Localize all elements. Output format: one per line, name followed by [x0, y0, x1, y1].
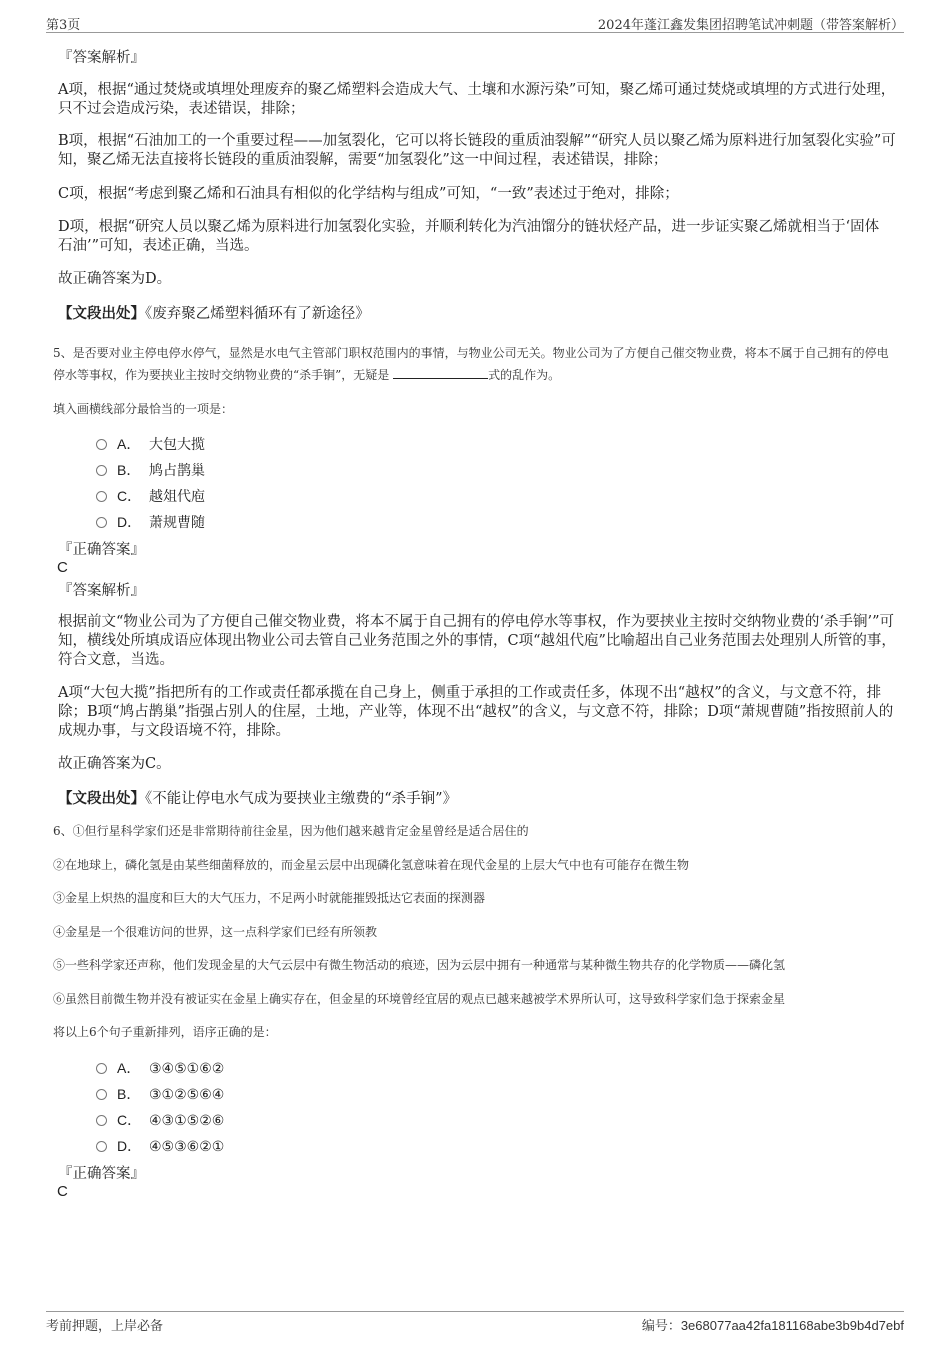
q5-option-a[interactable]: A． 大包大揽 [96, 435, 205, 453]
q4-source [58, 304, 370, 324]
q5-analysis-1: 根据前文“物业公司为了方便自己催交物业费，将本不属于自己拥有的停电停水等事权，作为要挟业主按时交纳物业费的‘杀手锏’”可知，横线处所填成语应体现出物业公司去管自己业务范围之外的事情，C项“越俎代庖”比喻超出自己业务范围去处理别人所管的事，符合文意，当选。 [58, 614, 896, 668]
q4-analysis-a: A项，根据“通过焚烧或填埋处理废弃的聚乙烯塑料会造成大气、土壤和水源污染”可知，聚乙烯可通过焚烧或填埋的方式进行处理，只不过会造成污染，表述错误，排除； [58, 82, 896, 117]
radio-icon[interactable] [96, 1089, 107, 1100]
radio-icon[interactable] [96, 439, 107, 450]
footer-slogan: 考前押题，上岸必备 [46, 1319, 164, 1334]
radio-icon[interactable] [96, 491, 107, 502]
q5-stem [53, 342, 898, 386]
q5-source-label: 【文段出处】 [58, 790, 145, 807]
q6-option-d[interactable]: D． ④⑤③⑥②① [96, 1137, 224, 1155]
q6-sentence-2: ②在地球上，磷化氢是由某些细菌释放的，而金星云层中出现磷化氢意味着在现代金星的上层大气中也有可能存在微生物 [53, 858, 690, 872]
q4-analysis-b: B项，根据“石油加工的一个重要过程——加氢裂化，它可以将长链段的重质油裂解”“研究人员以聚乙烯为原料进行加氢裂化实验”可知，聚乙烯无法直接将长链段的重质油裂解，需要“加氢裂化”这一中间过程，表述错误，排除； [58, 133, 896, 168]
q6-answer: C [57, 1183, 68, 1200]
q6-prompt: 将以上6个句子重新排列，语序正确的是： [53, 1025, 277, 1039]
q6-option-c[interactable]: C． ④③①⑤②⑥ [96, 1111, 224, 1129]
q6-option-a[interactable]: A． ③④⑤①⑥② [96, 1059, 224, 1077]
footer-serial [642, 1315, 904, 1334]
q6-sentence-4: ④金星是一个很难访问的世界，这一点科学家们已经有所领教 [53, 925, 378, 939]
q6-sentence-3: ③金星上炽热的温度和巨大的大气压力，不足两小时就能摧毁抵达它表面的探测器 [53, 891, 486, 905]
q6-sentence-1: 6、①但行星科学家们还是非常期待前往金星，因为他们越来越肯定金星曾经是适合居住的 [53, 824, 529, 838]
q5-option-d[interactable]: D． 萧规曹随 [96, 513, 205, 531]
q6-option-b[interactable]: B． ③①②⑤⑥④ [96, 1085, 224, 1103]
q6-answer-label: 『正确答案』 [58, 1166, 145, 1182]
q4-source-title: 《废弃聚乙烯塑料循环有了新途径》 [145, 306, 370, 322]
radio-icon[interactable] [96, 465, 107, 476]
q5-analysis-2: A项“大包大揽”指把所有的工作或责任都承揽在自己身上，侧重于承担的工作或责任多，体现不出“越权”的含义，与文意不符，排除；B项“鸠占鹊巢”指强占别人的住屋，土地，产业等，体现不出“越权”的含义，与文意不符，排除；D项“萧规曹随”指按照前人的成规办事，与文段语境不符，排除。 [58, 685, 894, 739]
radio-icon[interactable] [96, 517, 107, 528]
page-header [46, 14, 904, 33]
q5-answer: C [57, 559, 68, 576]
q6-sentence-5: ⑤一些科学家还声称，他们发现金星的大气云层中有微生物活动的痕迹，因为云层中拥有一种通常与某种微生物共存的化学物质——磷化氢 [53, 958, 786, 972]
q4-source-label: 【文段出处】 [58, 305, 145, 322]
q4-analysis-label: 『答案解析』 [58, 50, 145, 66]
q5-source-title: 《不能让停电水气成为要挟业主缴费的“杀手锏”》 [145, 791, 458, 807]
q5-analysis-label: 『答案解析』 [58, 583, 145, 599]
page-number: 第3页 [46, 18, 81, 33]
radio-icon[interactable] [96, 1141, 107, 1152]
q5-stem-text: 5、是否要对业主停电停水停气，显然是水电气主管部门职权范围内的事情，与物业公司无关。物业公司为了方便自己催交物业费，将本不属于自己拥有的停电停水等事权，作为要挟业主按时交纳物业费的“杀手锏”，无疑是 [53, 346, 889, 382]
q5-option-c[interactable]: C． 越俎代庖 [96, 487, 205, 505]
q4-analysis-c: C项，根据“考虑到聚乙烯和石油具有相似的化学结构与组成”可知，“一致”表述过于绝对，排除； [58, 186, 679, 202]
q5-source [58, 789, 457, 809]
q5-stem-tail: 式的乱作为。 [488, 368, 561, 382]
document-title: 2024年蓬江鑫发集团招聘笔试冲刺题（带答案解析） [597, 18, 904, 33]
q5-conclusion: 故正确答案为C。 [58, 756, 171, 772]
serial-label: 编号： [641, 1318, 681, 1333]
q5-answer-label: 『正确答案』 [58, 542, 145, 558]
q5-option-b[interactable]: B． 鸠占鹊巢 [96, 461, 205, 479]
radio-icon[interactable] [96, 1063, 107, 1074]
radio-icon[interactable] [96, 1115, 107, 1126]
q4-analysis-d: D项，根据“研究人员以聚乙烯为原料进行加氢裂化实验，并顺利转化为汽油馏分的链状烃产品，进一步证实聚乙烯就相当于‘固体石油’”可知，表述正确，当选。 [58, 219, 880, 254]
q6-sentence-6: ⑥虽然目前微生物并没有被证实在金星上确实存在，但金星的环境曾经宜居的观点已越来越被学术界所认可，这导致科学家们急于探索金星 [53, 992, 786, 1006]
q4-conclusion: 故正确答案为D。 [58, 271, 172, 287]
page-footer [46, 1311, 904, 1334]
q5-prompt: 填入画横线部分最恰当的一项是： [53, 402, 234, 416]
serial-number: 3e68077aa42fa181168abe3b9b4d7ebf [680, 1318, 904, 1333]
q5-blank [393, 365, 488, 379]
